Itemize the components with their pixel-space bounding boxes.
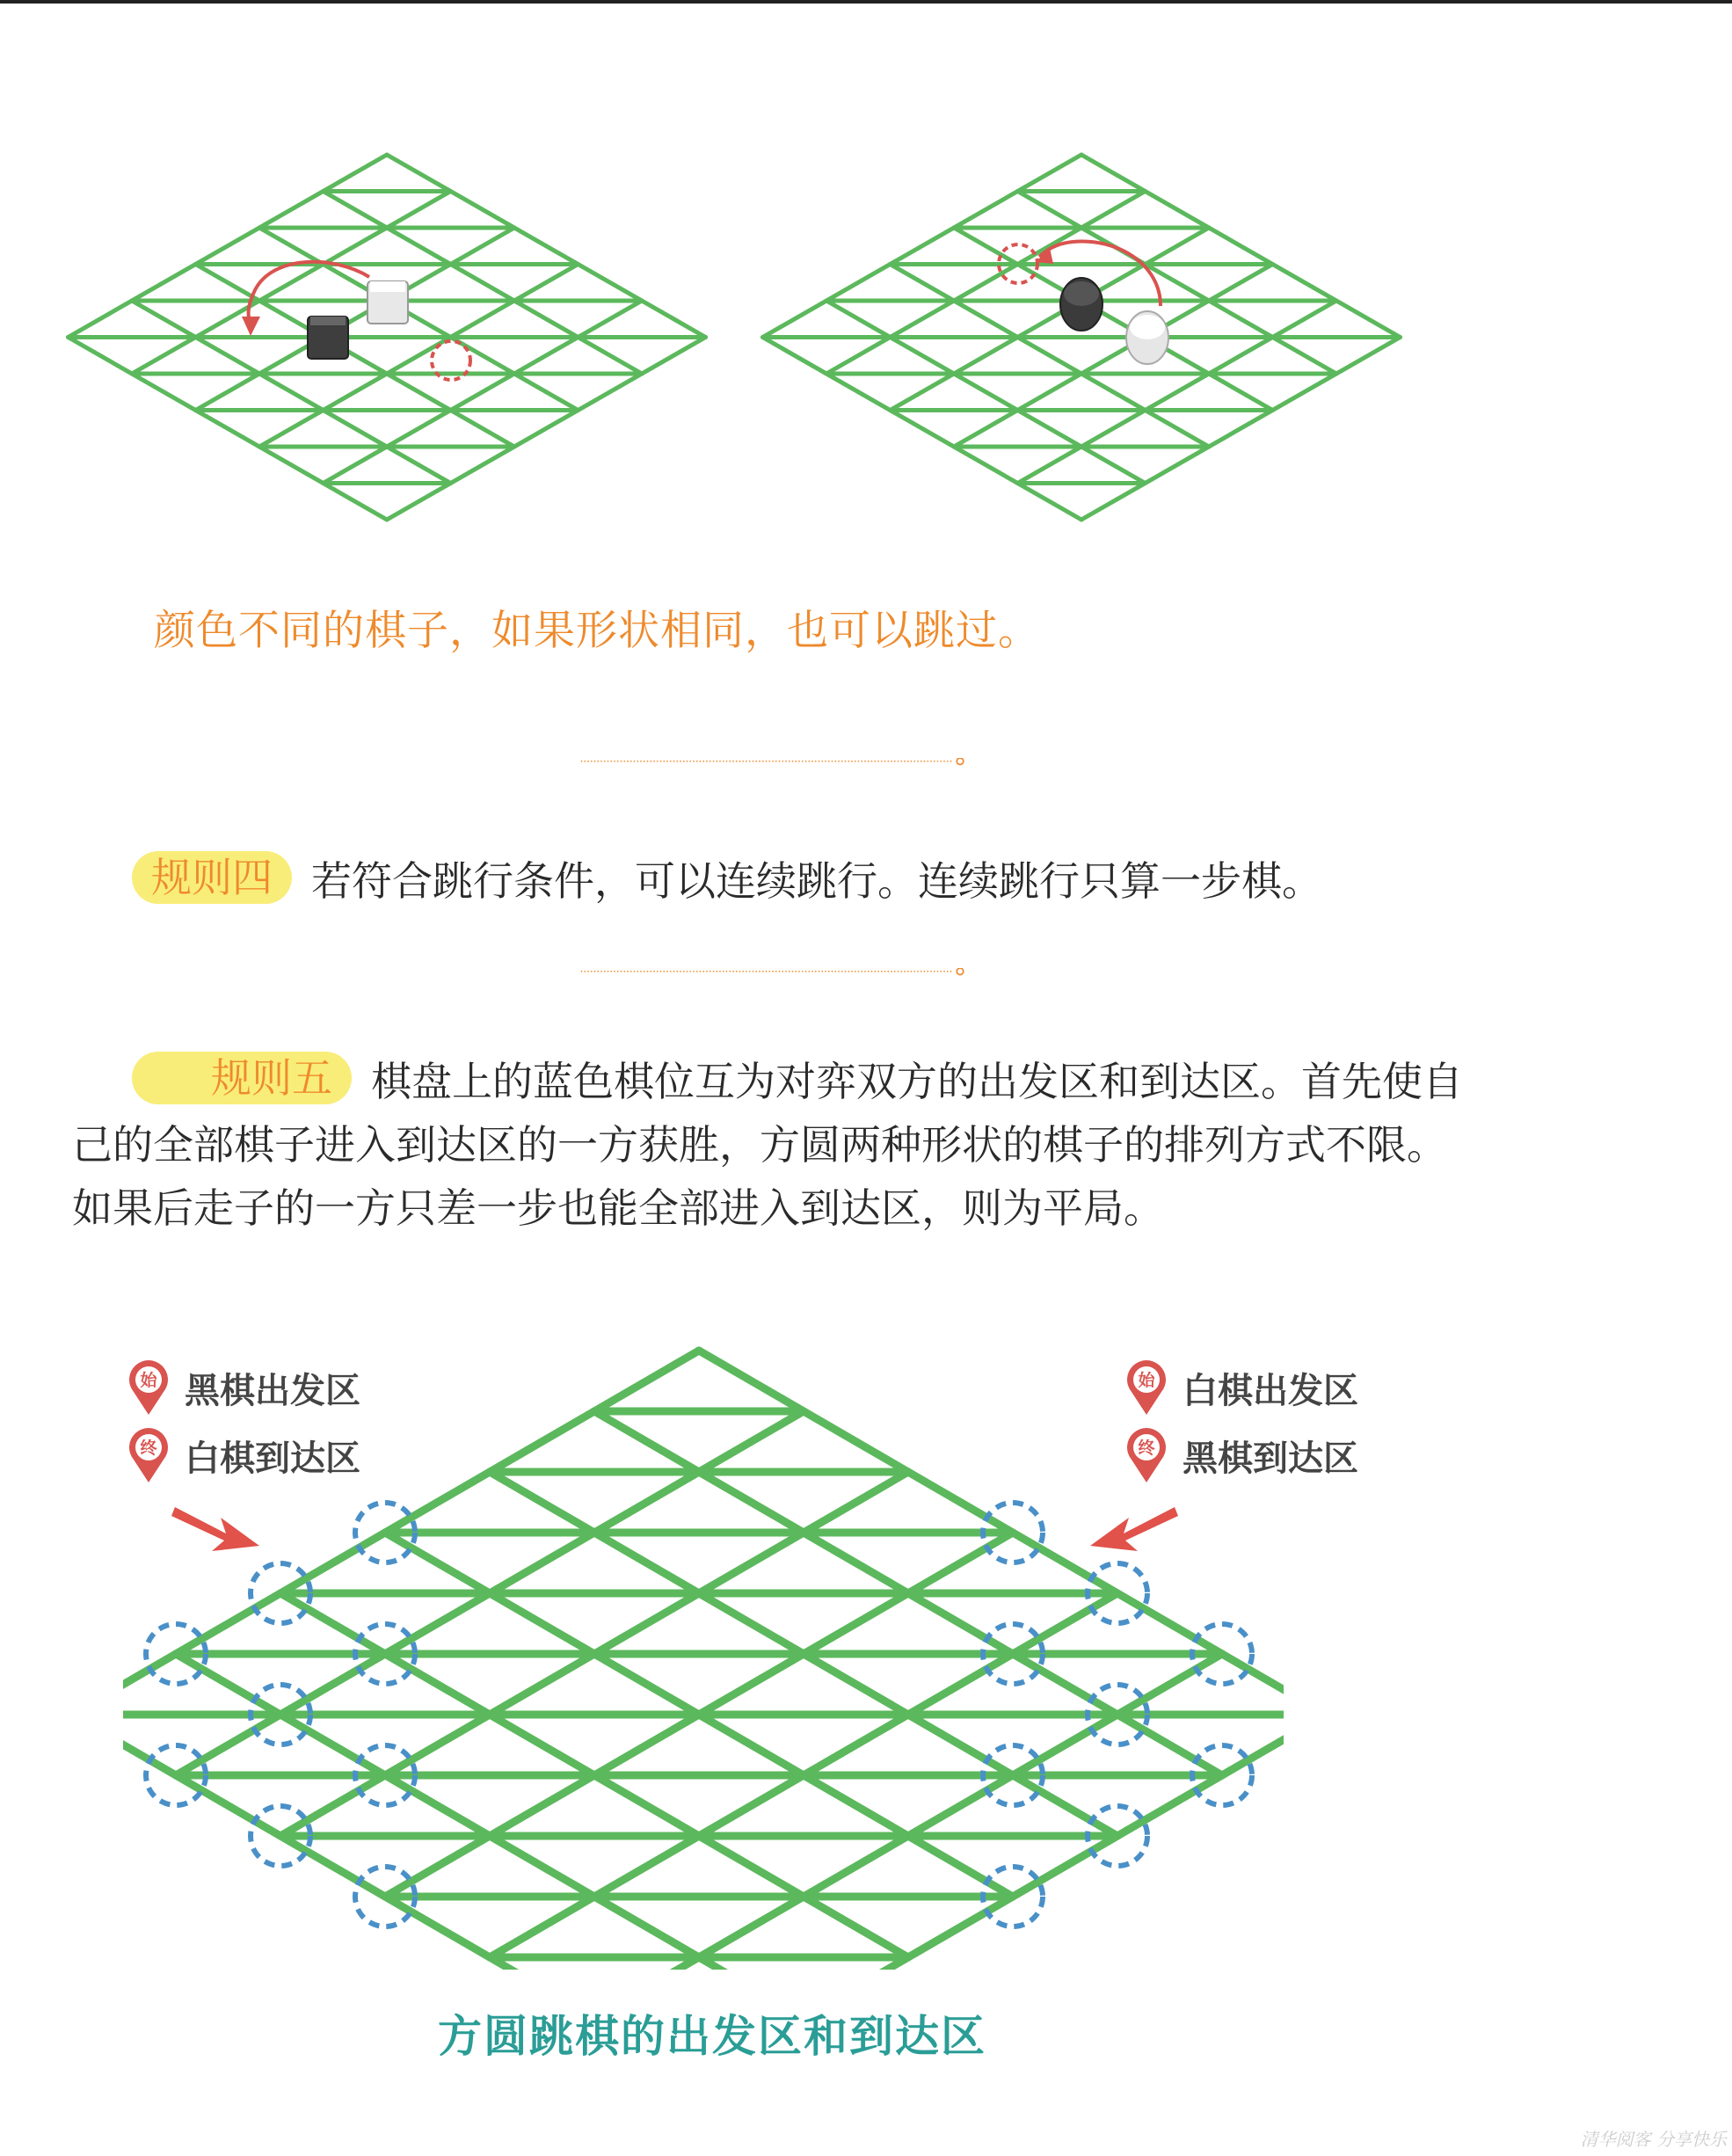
label-black-end-zone [1121, 1426, 1358, 1484]
end-pin-icon [123, 1426, 174, 1484]
board-start-end-zones-diagram [123, 1319, 1284, 1970]
white-square-piece-top [370, 281, 405, 292]
caption-color-rule: 颜色不同的棋子，如果形状相同，也可以跳过。 [154, 607, 1040, 655]
svg-text:终: 终 [140, 1439, 157, 1458]
rule-four [132, 849, 1322, 913]
rule-four-text: 若符合跳行条件，可以连续跳行。连续跳行只算一步棋。 [311, 857, 1322, 905]
rule-five-tag: 规则五 [132, 1052, 352, 1104]
start-pin-icon [123, 1358, 174, 1417]
grid-lines [763, 155, 1401, 520]
arrow-left-icon [171, 1495, 268, 1565]
label-black-start-zone [123, 1358, 360, 1417]
rule-five-text: 棋盘上的蓝色棋位互为对弈双方的出发区和到达区。首先使自己的全部棋子进入到达区的一方获胜，方圆两种形状的棋子的排列方式不限。如果后走子的一方只差一步也能全部进入到达区，则为平局。 [72, 1058, 1463, 1232]
caption-zones-title: 方圆跳棋的出发区和到达区 [438, 2011, 986, 2062]
grid-lines [69, 155, 706, 520]
white-round-piece-top [1130, 315, 1165, 339]
label-black-end-text: 黑棋到达区 [1183, 1438, 1358, 1479]
board-square-jump-diagram [53, 141, 721, 528]
start-pin-icon [1121, 1358, 1172, 1417]
label-white-start-zone [1121, 1358, 1358, 1417]
rule-four-tag: 规则四 [132, 851, 292, 904]
divider-dotted-2 [0, 968, 1547, 977]
label-white-end-text: 白棋到达区 [185, 1438, 360, 1479]
board-round-jump-diagram [747, 141, 1415, 528]
arrow-head [242, 317, 260, 336]
divider-dotted-1 [0, 758, 1547, 767]
black-round-piece-top [1064, 281, 1099, 306]
arrow-right-icon [1081, 1495, 1178, 1565]
label-white-start-text: 白棋出发区 [1183, 1370, 1358, 1411]
svg-text:终: 终 [1138, 1439, 1155, 1458]
rule-five [72, 1050, 1479, 1240]
watermark: 清华阅客 分享快乐 [1580, 2129, 1727, 2150]
label-white-end-zone [123, 1426, 360, 1484]
label-black-start-text: 黑棋出发区 [185, 1370, 360, 1411]
svg-text:始: 始 [1138, 1371, 1155, 1390]
svg-text:始: 始 [140, 1371, 157, 1390]
end-pin-icon [1121, 1426, 1172, 1484]
black-square-piece-top [310, 317, 346, 325]
top-border-line [0, 0, 1732, 4]
